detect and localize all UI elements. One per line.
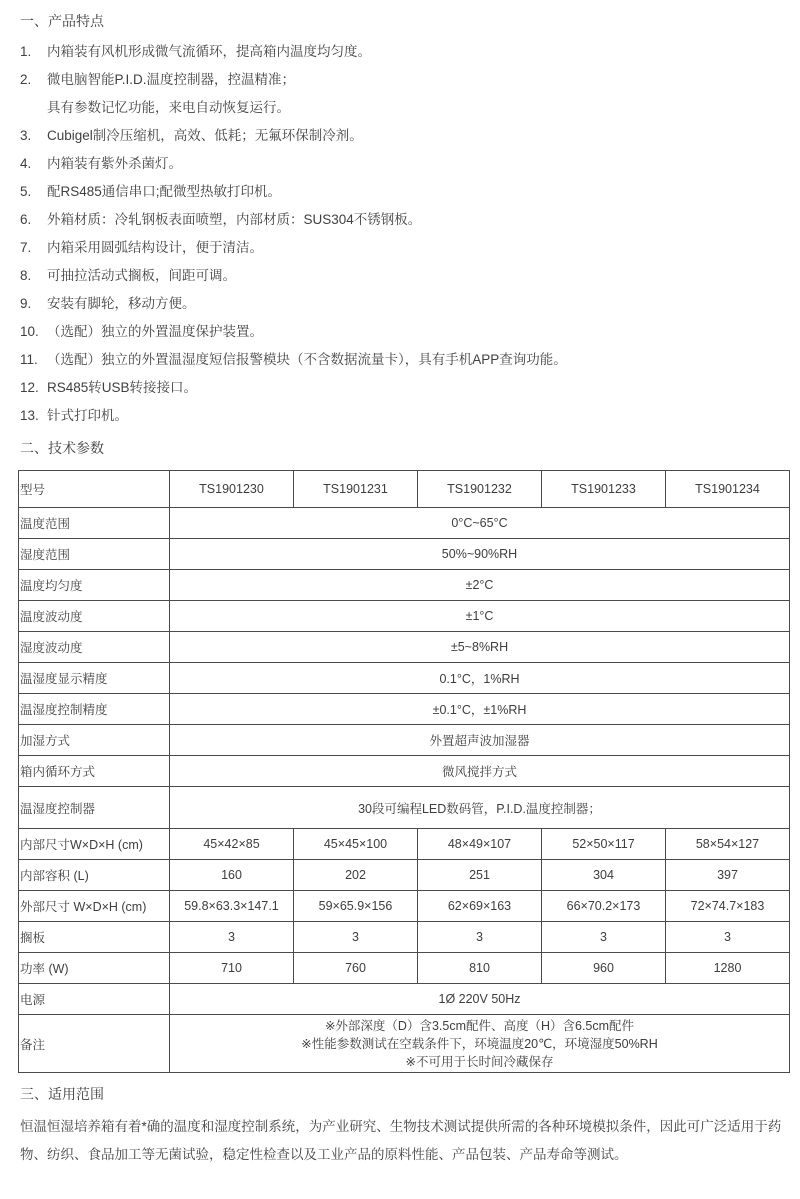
spec-cell: 3: [418, 922, 542, 953]
spec-cell: 3: [294, 922, 418, 953]
spec-cell: 202: [294, 860, 418, 891]
row-inner-size: [19, 829, 790, 860]
row-label: 温湿度控制器: [19, 787, 170, 829]
row-circulation-method: [19, 756, 790, 787]
row-label: 加湿方式: [19, 725, 170, 756]
row-label: 电源: [19, 984, 170, 1015]
spec-cell: 72×74.7×183: [666, 891, 790, 922]
row-label: 型号: [19, 471, 170, 508]
list-item-number: 8.: [20, 268, 32, 283]
row-value: 1Ø 220V 50Hz: [170, 984, 790, 1015]
remark-line: ※不可用于长时间冷藏保存: [405, 1054, 554, 1069]
section-title-tech-params: 二、技术参数: [20, 440, 104, 456]
list-item-text: 具有参数记忆功能，来电自动恢复运行。: [47, 100, 290, 115]
scope-paragraph: 恒温恒湿培养箱有着*确的温度和湿度控制系统，为产业研究、生物技术测试提供所需的各种环境模拟条件，因此可广泛适用于药物、纺织、食品加工等无菌试验，稳定性检查以及工业产品的原料性能、产品包装、产品寿命等测试。: [20, 1119, 782, 1162]
list-item: [20, 99, 792, 117]
spec-cell: 3: [666, 922, 790, 953]
list-item-number: 6.: [20, 212, 32, 227]
row-controller: [19, 787, 790, 829]
list-item-text: 内箱装有紫外杀菌灯。: [47, 156, 182, 171]
row-label: 湿度波动度: [19, 632, 170, 663]
row-label: 温湿度控制精度: [19, 694, 170, 725]
list-item-text: 针式打印机。: [47, 408, 128, 423]
model-cell: TS1901233: [542, 471, 666, 508]
row-label: 温度波动度: [19, 601, 170, 632]
model-cell: TS1901231: [294, 471, 418, 508]
list-item: [20, 267, 792, 285]
row-value: 30段可编程LED数码管，P.I.D.温度控制器；: [170, 787, 790, 829]
spec-cell: 1280: [666, 953, 790, 984]
list-item-text: 安装有脚轮，移动方便。: [47, 296, 196, 311]
remarks-cell: [170, 1015, 790, 1073]
row-value: ±5~8%RH: [170, 632, 790, 663]
row-model: [19, 471, 790, 508]
model-cell: TS1901232: [418, 471, 542, 508]
list-item: [20, 43, 792, 61]
list-item-text: Cubigel制冷压缩机，高效、低耗；无氟环保制冷剂。: [47, 128, 363, 143]
remark-line: ※外部深度（D）含3.5cm配件、高度（H）含6.5cm配件: [324, 1018, 635, 1033]
row-label: 温度均匀度: [19, 570, 170, 601]
model-cell: TS1901230: [170, 471, 294, 508]
spec-cell: 58×54×127: [666, 829, 790, 860]
row-label: 备注: [19, 1015, 170, 1073]
list-item-text: 微电脑智能P.I.D.温度控制器，控温精准；: [47, 72, 296, 87]
spec-cell: 760: [294, 953, 418, 984]
section-title-features: 一、产品特点: [20, 13, 104, 29]
row-label: 温度范围: [19, 508, 170, 539]
row-humidify-method: [19, 725, 790, 756]
row-control-accuracy: [19, 694, 790, 725]
row-value: ±0.1°C，±1%RH: [170, 694, 790, 725]
row-label: 箱内循环方式: [19, 756, 170, 787]
list-item: [20, 211, 792, 229]
spec-cell: 960: [542, 953, 666, 984]
spec-cell: 160: [170, 860, 294, 891]
spec-table: [18, 470, 790, 1073]
row-value: 0°C~65°C: [170, 508, 790, 539]
row-value: 外置超声波加湿器: [170, 725, 790, 756]
list-item-number: 13.: [20, 408, 39, 423]
model-cell: TS1901234: [666, 471, 790, 508]
list-item-number: 2.: [20, 72, 32, 87]
list-item: [20, 323, 792, 341]
spec-cell: 45×42×85: [170, 829, 294, 860]
list-item: [20, 183, 792, 201]
spec-cell: 48×49×107: [418, 829, 542, 860]
list-item-number: 9.: [20, 296, 32, 311]
list-item-text: 内箱采用圆弧结构设计，便于清洁。: [47, 240, 263, 255]
list-item-text: （选配）独立的外置温度保护装置。: [47, 324, 263, 339]
list-item-number: 1.: [20, 44, 32, 59]
row-value: 50%~90%RH: [170, 539, 790, 570]
list-item: [20, 379, 792, 397]
spec-cell: 59.8×63.3×147.1: [170, 891, 294, 922]
row-label: 功率 (W): [19, 953, 170, 984]
row-display-accuracy: [19, 663, 790, 694]
spec-cell: 45×45×100: [294, 829, 418, 860]
row-remarks: [19, 1015, 790, 1073]
spec-cell: 66×70.2×173: [542, 891, 666, 922]
list-item-text: RS485转USB转接接口。: [47, 380, 198, 395]
list-item-number: 4.: [20, 156, 32, 171]
list-item-number: 11.: [20, 352, 38, 367]
list-item-number: 7.: [20, 240, 32, 255]
row-temp-range: [19, 508, 790, 539]
list-item: [20, 407, 792, 425]
row-label: 温湿度显示精度: [19, 663, 170, 694]
spec-cell: 810: [418, 953, 542, 984]
list-item: [20, 295, 792, 313]
spec-cell: 62×69×163: [418, 891, 542, 922]
row-temp-uniformity: [19, 570, 790, 601]
row-label: 搁板: [19, 922, 170, 953]
row-value: 微风搅拌方式: [170, 756, 790, 787]
list-item-text: 配RS485通信串口;配微型热敏打印机。: [47, 184, 282, 199]
spec-cell: 52×50×117: [542, 829, 666, 860]
row-label: 内部容积 (L): [19, 860, 170, 891]
row-humidity-fluctuation: [19, 632, 790, 663]
list-item: [20, 127, 792, 145]
spec-cell: 59×65.9×156: [294, 891, 418, 922]
spec-cell: 304: [542, 860, 666, 891]
row-shelves: [19, 922, 790, 953]
row-label: 湿度范围: [19, 539, 170, 570]
list-item-number: 12.: [20, 380, 39, 395]
row-label: 外部尺寸 W×D×H (cm): [19, 891, 170, 922]
spec-cell: 3: [170, 922, 294, 953]
row-humidity-range: [19, 539, 790, 570]
feature-list: [20, 43, 792, 425]
list-item-text: 内箱装有风机形成微气流循环，提高箱内温度均匀度。: [47, 44, 371, 59]
row-inner-volume: [19, 860, 790, 891]
spec-cell: 710: [170, 953, 294, 984]
spec-cell: 251: [418, 860, 542, 891]
list-item-text: 外箱材质：冷轧钢板表面喷塑，内部材质：SUS304不锈钢板。: [47, 212, 422, 227]
row-power: [19, 953, 790, 984]
list-item: [20, 351, 792, 369]
row-label: 内部尺寸W×D×H (cm): [19, 829, 170, 860]
list-item: [20, 71, 792, 89]
row-outer-size: [19, 891, 790, 922]
row-value: ±1°C: [170, 601, 790, 632]
row-temp-fluctuation: [19, 601, 790, 632]
section-title-scope: 三、适用范围: [20, 1086, 104, 1102]
spec-cell: 3: [542, 922, 666, 953]
list-item-number: 5.: [20, 184, 32, 199]
row-power-supply: [19, 984, 790, 1015]
spec-cell: 397: [666, 860, 790, 891]
remark-line: ※性能参数测试在空载条件下，环境温度20℃，环境湿度50%RH: [301, 1036, 658, 1051]
list-item-number: 3.: [20, 128, 32, 143]
list-item: [20, 239, 792, 257]
list-item-number: 10.: [20, 324, 39, 339]
list-item-text: 可抽拉活动式搁板，间距可调。: [47, 268, 236, 283]
row-value: 0.1°C，1%RH: [170, 663, 790, 694]
list-item: [20, 155, 792, 173]
list-item-text: （选配）独立的外置温湿度短信报警模块（不含数据流量卡），具有手机APP查询功能。: [47, 352, 567, 367]
row-value: ±2°C: [170, 570, 790, 601]
